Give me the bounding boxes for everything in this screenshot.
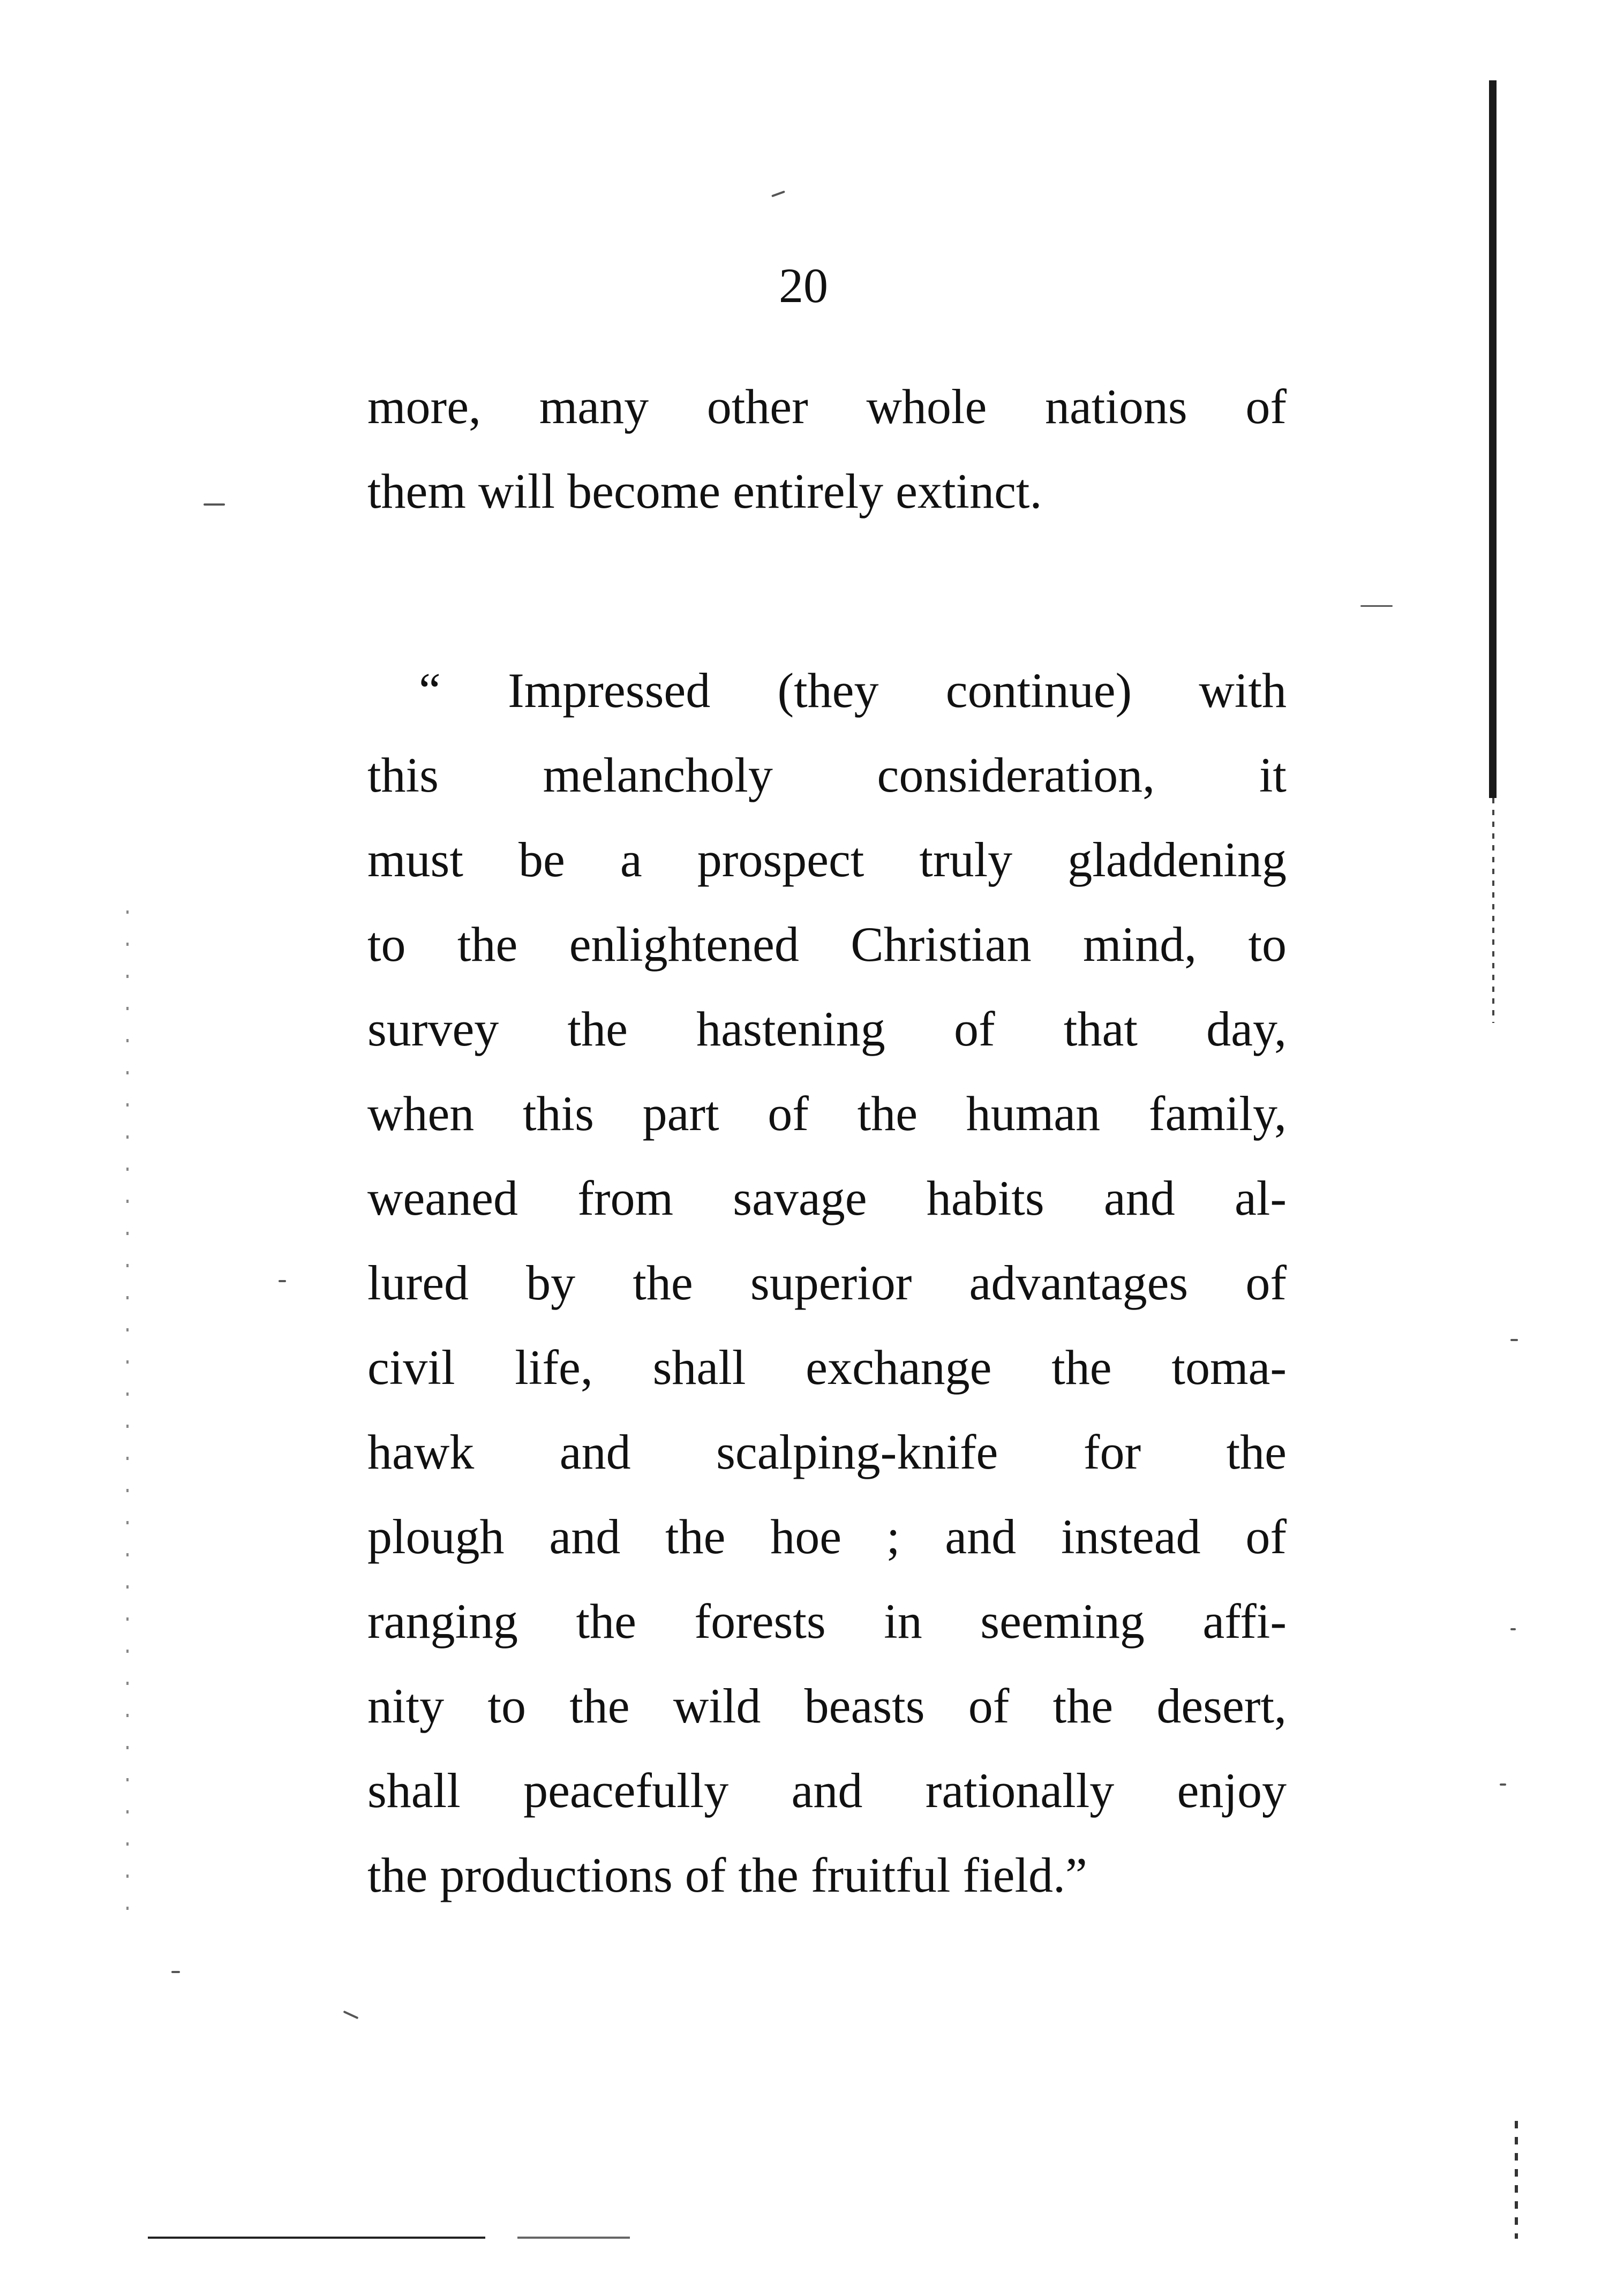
scan-speck — [1510, 1628, 1516, 1630]
text-line: shall peacefully and rationally enjoy — [367, 1763, 1287, 1818]
scan-margin-marks-right — [1515, 2121, 1518, 2239]
text-line: weaned from savage habits and al- — [367, 1171, 1287, 1225]
text-line: ranging the forests in seeming affi- — [367, 1594, 1287, 1649]
scan-speck — [279, 1280, 286, 1282]
scan-binding-edge-fragment — [1492, 798, 1494, 1023]
text-line: lured by the superior advantages of — [367, 1255, 1287, 1310]
paragraph-quotation — [367, 648, 1287, 1917]
page-number: 20 — [779, 258, 828, 313]
text-line: plough and the hoe ; and instead of — [367, 1509, 1287, 1564]
text-line: when this part of the human family, — [367, 1086, 1287, 1141]
text-line: nity to the wild beasts of the desert, — [367, 1679, 1287, 1733]
scan-bottom-edge — [148, 2237, 951, 2239]
text-line: survey the hastening of that day, — [367, 1002, 1287, 1056]
scan-speck — [1510, 1339, 1518, 1341]
scan-speck — [771, 191, 785, 198]
text-line: civil life, shall exchange the toma- — [367, 1340, 1287, 1395]
scan-speck — [1360, 605, 1393, 607]
text-line: more, many other whole nations of — [367, 379, 1287, 434]
scan-speck — [1500, 1783, 1506, 1786]
text-line: the productions of the fruitful field.” — [367, 1848, 1087, 1902]
scan-margin-marks-left — [126, 910, 129, 1928]
paragraph-continuation — [367, 364, 1287, 533]
text-line: hawk and scalping-knife for the — [367, 1425, 1287, 1479]
scan-binding-edge — [1489, 80, 1497, 798]
text-line: must be a prospect truly gladdening — [367, 832, 1287, 887]
scan-speck — [343, 2011, 359, 2019]
scan-speck — [204, 503, 225, 506]
text-line: them will become entirely extinct. — [367, 464, 1042, 518]
text-line: to the enlightened Christian mind, to — [367, 917, 1287, 972]
scan-speck — [171, 1971, 180, 1973]
text-line: “ Impressed (they continue) with — [419, 663, 1287, 718]
text-line: this melancholy consideration, it — [367, 748, 1287, 802]
